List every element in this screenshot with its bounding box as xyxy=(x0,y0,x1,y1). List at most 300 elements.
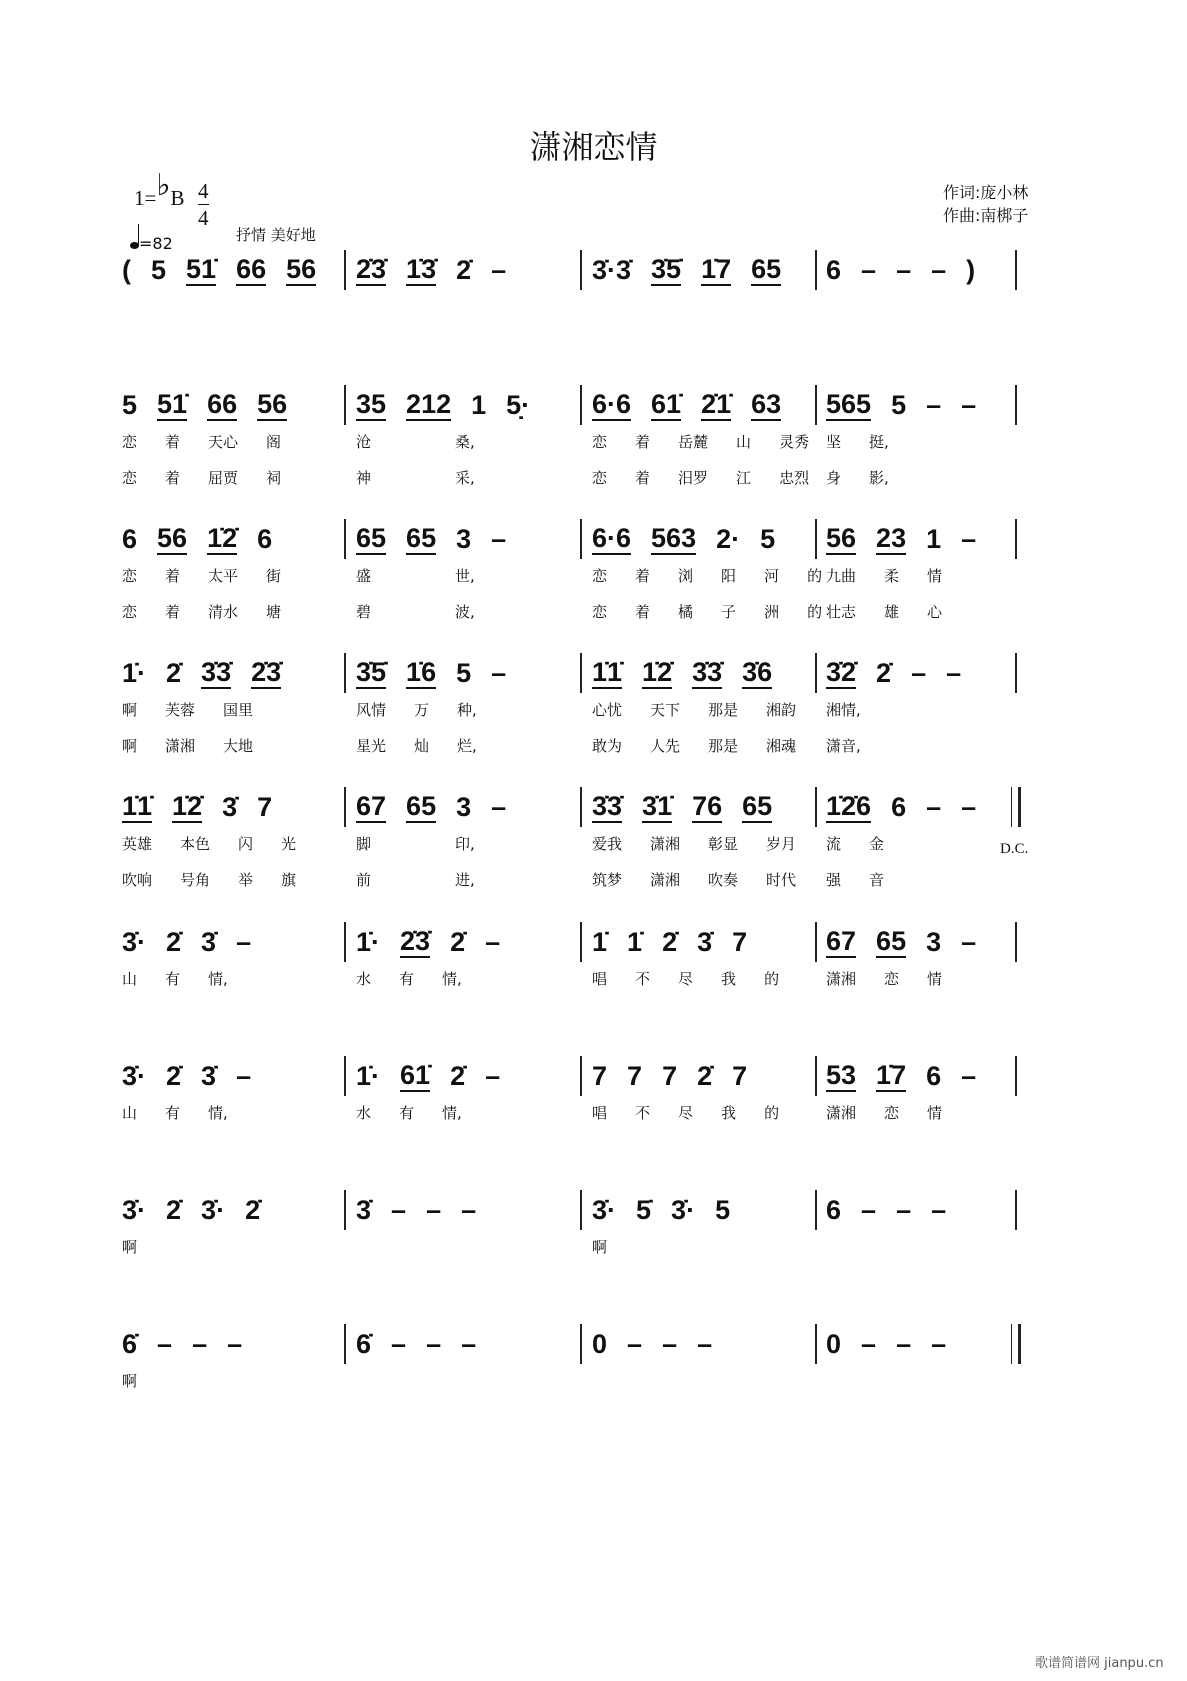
note-group: – xyxy=(461,1329,477,1359)
note-group: 7 xyxy=(732,1061,748,1091)
barline xyxy=(1015,1056,1017,1096)
lyric-word: 世, xyxy=(455,567,475,585)
note-group: – xyxy=(491,658,507,688)
lyric-word: 天心 xyxy=(208,433,239,451)
lyrics-line-2 xyxy=(356,467,581,487)
lyric-word: 金 xyxy=(869,835,885,853)
lyrics-line-1 xyxy=(356,968,581,988)
lyric-word: 街 xyxy=(266,567,282,585)
notes xyxy=(122,653,342,689)
lyrics-line-1 xyxy=(826,431,1016,451)
barline xyxy=(344,519,346,559)
lyric-word: 坚 xyxy=(826,433,842,451)
lyric-word: 挺, xyxy=(869,433,889,451)
lyric-word: 阁 xyxy=(266,433,282,451)
note-group: 6 xyxy=(926,1061,942,1091)
lyrics-line-1 xyxy=(122,1236,342,1256)
note-group: 3̇5̇ xyxy=(651,254,682,284)
note-group: 7 xyxy=(592,1061,608,1091)
lyric-word: 英雄 xyxy=(122,835,153,853)
note-group: – xyxy=(896,255,912,285)
notes xyxy=(122,1056,342,1092)
note-group: 65 xyxy=(406,523,437,553)
lyric-word: 的 xyxy=(764,1104,780,1122)
lyric-word: 我 xyxy=(721,1104,737,1122)
barline xyxy=(344,385,346,425)
note-group: 65 xyxy=(742,791,773,821)
lyric-word: 号角 xyxy=(180,871,211,889)
note-group: – xyxy=(926,390,942,420)
note-group: 1̇ xyxy=(592,927,608,957)
measure xyxy=(122,1056,342,1166)
note-group: 3 xyxy=(456,792,472,822)
barline xyxy=(580,385,582,425)
lyric-word: 情, xyxy=(208,1104,228,1122)
lyric-word: 恋 xyxy=(122,603,138,621)
note-group: – xyxy=(946,658,962,688)
lyric-word: 阳 xyxy=(721,567,737,585)
note-group: 5̇ xyxy=(636,1195,652,1225)
lyrics-line-2 xyxy=(592,332,817,352)
note-group: 6 xyxy=(122,524,138,554)
lyric-word: 大地 xyxy=(223,737,254,755)
note-group: – xyxy=(662,1329,678,1359)
ts-top: 4 xyxy=(198,179,209,203)
note-group: 1̇· xyxy=(122,658,147,688)
note-group: – xyxy=(931,1195,947,1225)
note-group: – xyxy=(961,1061,977,1091)
notes xyxy=(592,787,817,823)
lyric-word: 不 xyxy=(635,970,651,988)
note-group: – xyxy=(426,1329,442,1359)
barline xyxy=(815,1190,817,1230)
notes xyxy=(356,519,581,555)
note-group: – xyxy=(861,1195,877,1225)
lyric-word: 塘 xyxy=(266,603,282,621)
lyric-word: 浏 xyxy=(678,567,694,585)
flat-icon: ♭ xyxy=(156,169,171,202)
barline xyxy=(1015,250,1017,290)
lyric-word: 国里 xyxy=(223,701,254,719)
barline xyxy=(344,1324,346,1364)
notes xyxy=(826,250,1016,286)
notes xyxy=(356,653,581,689)
lyric-word: 情 xyxy=(927,1104,943,1122)
lyric-word: 着 xyxy=(635,433,651,451)
note-group: – xyxy=(697,1329,713,1359)
notes xyxy=(592,519,817,555)
lyrics-line-1 xyxy=(122,1102,342,1122)
note-group: 1̇1̇ xyxy=(592,657,623,687)
notes xyxy=(826,519,1016,555)
lyric-word: 进, xyxy=(455,871,475,889)
tempo-value: =82 xyxy=(139,234,173,253)
lyric-word: 的 xyxy=(764,970,780,988)
notes xyxy=(356,1056,581,1092)
measure xyxy=(356,385,581,495)
note-group: 6 xyxy=(257,524,273,554)
measure xyxy=(826,653,1016,763)
note-group: 56 xyxy=(286,254,317,284)
lyric-word: 着 xyxy=(165,603,181,621)
notes xyxy=(826,1190,1016,1226)
lyric-word: 心忧 xyxy=(592,701,623,719)
lyric-word: 情, xyxy=(442,1104,462,1122)
note-group: 2̇ xyxy=(450,1061,466,1091)
lyric-word: 恋 xyxy=(592,469,608,487)
lyric-word: 有 xyxy=(165,970,181,988)
lyrics-line-1 xyxy=(826,1236,1016,1256)
lyric-word: 忠烈 xyxy=(779,469,810,487)
note-group: 65 xyxy=(356,523,387,553)
note-group: 1̇7 xyxy=(701,254,732,284)
lyric-word: 光 xyxy=(281,835,297,853)
note-group: 6 xyxy=(826,255,842,285)
lyrics-line-2 xyxy=(122,332,342,352)
barline xyxy=(815,787,817,827)
lyrics-line-1 xyxy=(826,699,1016,719)
note-group: 1 xyxy=(926,524,942,554)
lyric-word: 不 xyxy=(635,1104,651,1122)
lyric-word: 啊 xyxy=(122,1238,138,1256)
lyric-word: 湘情, xyxy=(826,701,861,719)
notes xyxy=(122,250,342,286)
lyrics-line-1 xyxy=(122,968,342,988)
notes xyxy=(592,1190,817,1226)
notes xyxy=(122,1324,342,1360)
lyrics-line-1 xyxy=(122,296,342,316)
lyrics-line-2 xyxy=(592,869,817,889)
note-group: – xyxy=(391,1329,407,1359)
note-group: 3̇ xyxy=(201,1061,217,1091)
note-group: – xyxy=(961,390,977,420)
lyric-word: 屈贾 xyxy=(208,469,239,487)
lyrics-line-1 xyxy=(122,1370,342,1390)
note-group: – xyxy=(236,927,252,957)
lyrics-line-2 xyxy=(356,735,581,755)
note-group: 3̇3̇ xyxy=(692,657,723,687)
double-barline xyxy=(1011,787,1021,827)
ts-bottom: 4 xyxy=(198,206,209,230)
lyrics-line-1 xyxy=(356,431,581,451)
lyrics-line-2 xyxy=(826,332,1016,352)
note-group: 5 xyxy=(456,658,472,688)
barline xyxy=(344,250,346,290)
lyric-word: 啊 xyxy=(122,1372,138,1390)
barline xyxy=(815,922,817,962)
lyrics-line-1 xyxy=(122,833,342,853)
score-row xyxy=(0,653,1187,773)
note-group: 1̇2̇6 xyxy=(826,791,872,821)
expression-mark: 抒情 美好地 xyxy=(236,226,316,244)
lyric-word: 潇湘 xyxy=(650,871,681,889)
note-group: 6̇ xyxy=(122,1329,138,1359)
note-group: 3 xyxy=(926,927,942,957)
time-signature xyxy=(198,178,209,231)
note-group: 7 xyxy=(627,1061,643,1091)
lyric-word: 着 xyxy=(635,469,651,487)
note-group: – xyxy=(491,524,507,554)
note-group: – xyxy=(931,255,947,285)
lyrics-line-1 xyxy=(592,1102,817,1122)
lyric-word: 音 xyxy=(869,871,885,889)
note-group: – xyxy=(911,658,927,688)
lyric-word: 汨罗 xyxy=(678,469,709,487)
lyrics-line-1 xyxy=(592,1236,817,1256)
barline xyxy=(815,1056,817,1096)
lyrics-line-1 xyxy=(356,1102,581,1122)
measure xyxy=(122,250,342,360)
lyrics-line-2 xyxy=(826,1406,1016,1426)
note-group: 65 xyxy=(751,254,782,284)
lyrics-line-2 xyxy=(122,467,342,487)
lyric-word: 万 xyxy=(414,701,430,719)
note-group: – xyxy=(861,1329,877,1359)
lyrics-line-1 xyxy=(122,565,342,585)
measure xyxy=(592,1324,817,1434)
notes xyxy=(122,922,342,958)
lyrics-line-2 xyxy=(592,1004,817,1024)
measure xyxy=(122,385,342,495)
lyric-word: 情 xyxy=(927,970,943,988)
note-group: 3̇2̇ xyxy=(826,657,857,687)
notes xyxy=(122,1190,342,1226)
note-group: 66 xyxy=(207,389,238,419)
note-group: – xyxy=(491,792,507,822)
note-group: 3̇· xyxy=(201,1195,226,1225)
lyric-word: 恋 xyxy=(122,469,138,487)
notes xyxy=(122,519,342,555)
note-group: 7 xyxy=(257,792,273,822)
barline xyxy=(580,1056,582,1096)
notes xyxy=(592,1056,817,1092)
lyric-word: 恋 xyxy=(122,567,138,585)
notes xyxy=(592,250,817,286)
note-group: 563 xyxy=(651,523,697,553)
lyrics-line-2 xyxy=(122,1406,342,1426)
lyric-word: 灿 xyxy=(414,737,430,755)
note-group: 3̇· xyxy=(122,1061,147,1091)
lyric-word: 唱 xyxy=(592,1104,608,1122)
lyrics-line-1 xyxy=(122,699,342,719)
lyric-word: 岁月 xyxy=(766,835,797,853)
key-signature xyxy=(134,169,185,213)
note-group: 1̇3̇ xyxy=(406,254,437,284)
barline xyxy=(1015,653,1017,693)
lyric-word: 洲 xyxy=(764,603,780,621)
lyric-word: 旗 xyxy=(281,871,297,889)
notes xyxy=(826,922,1016,958)
lyric-word: 有 xyxy=(399,1104,415,1122)
lyric-word: 子 xyxy=(721,603,737,621)
lyric-word: 恋 xyxy=(884,970,900,988)
lyric-word: 筑梦 xyxy=(592,871,623,889)
lyric-word: 碧 xyxy=(356,603,372,621)
lyric-word: 闪 xyxy=(238,835,254,853)
lyric-word: 太平 xyxy=(208,567,239,585)
lyric-word: 清水 xyxy=(208,603,239,621)
notes xyxy=(592,922,817,958)
lyrics-line-1 xyxy=(826,296,1016,316)
note-group: 1 xyxy=(471,390,487,420)
note-group: 5 xyxy=(891,390,907,420)
measure xyxy=(592,1056,817,1166)
lyrics-line-2 xyxy=(122,1004,342,1024)
note-group: 3̇6 xyxy=(742,657,773,687)
note-group: – xyxy=(961,927,977,957)
note-group: – xyxy=(931,1329,947,1359)
note-group: 67 xyxy=(356,791,387,821)
lyric-word: 山 xyxy=(122,1104,138,1122)
notes xyxy=(356,1324,581,1360)
note-group: 0 xyxy=(826,1329,842,1359)
note-group: 1̇7 xyxy=(876,1060,907,1090)
lyrics-line-1 xyxy=(356,1370,581,1390)
note-group: 3̇ xyxy=(201,927,217,957)
note-group: – xyxy=(491,255,507,285)
lyric-word: 着 xyxy=(165,567,181,585)
note-group: 2̇ xyxy=(166,658,182,688)
measure xyxy=(356,1056,581,1166)
barline xyxy=(580,787,582,827)
note-group: 56 xyxy=(826,523,857,553)
measure xyxy=(826,1190,1016,1300)
measure xyxy=(592,519,823,629)
note-group: 2̇ xyxy=(697,1061,713,1091)
note-group: 3̇ xyxy=(697,927,713,957)
note-group: 3̇ xyxy=(222,792,238,822)
note-group: 5̣· xyxy=(506,390,531,420)
lyrics-line-2 xyxy=(122,1138,342,1158)
note-group: – xyxy=(391,1195,407,1225)
note-group: 61̇ xyxy=(651,389,682,419)
notes xyxy=(356,1190,581,1226)
note-group: 2̇ xyxy=(662,927,678,957)
lyric-word: 爱我 xyxy=(592,835,623,853)
lyrics-line-1 xyxy=(592,565,823,585)
lyric-word: 影, xyxy=(869,469,889,487)
lyrics-line-2 xyxy=(826,735,1016,755)
measure xyxy=(356,922,581,1032)
lyric-word: 吹响 xyxy=(122,871,153,889)
lyric-word: 采, xyxy=(455,469,475,487)
lyric-word: 人先 xyxy=(650,737,681,755)
note-group: 2̇ xyxy=(876,658,892,688)
score-row xyxy=(0,1190,1187,1310)
lyric-word: 有 xyxy=(165,1104,181,1122)
lyricist: 作词:庞小林 xyxy=(943,183,1029,202)
barline xyxy=(580,519,582,559)
lyric-word: 星光 xyxy=(356,737,387,755)
note-group: 2̇3̇ xyxy=(356,254,387,284)
notes xyxy=(356,385,581,421)
measure xyxy=(826,922,1016,1032)
note-group: ( xyxy=(122,255,131,285)
measure xyxy=(592,1190,817,1300)
lyrics-line-1 xyxy=(826,833,1016,853)
note-group: ) xyxy=(966,255,976,285)
score-row xyxy=(0,787,1187,907)
measure xyxy=(356,519,581,629)
quarter-note-icon xyxy=(130,242,139,249)
note-group: 3̇· xyxy=(592,1195,617,1225)
note-group: 67 xyxy=(826,926,857,956)
lyric-word: 潇音, xyxy=(826,737,861,755)
note-group: 2̇ xyxy=(456,255,472,285)
song-title: 潇湘恋情 xyxy=(529,128,658,166)
lyric-word: 的 xyxy=(807,603,823,621)
lyrics-line-2 xyxy=(356,1406,581,1426)
note-group: 1̇2̇ xyxy=(642,657,673,687)
note-group: 51̇ xyxy=(157,389,188,419)
note-group: 3̇· xyxy=(671,1195,696,1225)
barline xyxy=(1015,385,1017,425)
lyrics-line-2 xyxy=(826,601,1016,621)
note-group: – xyxy=(236,1061,252,1091)
note-group: 1̇· xyxy=(356,1061,381,1091)
lyrics-line-1 xyxy=(356,296,581,316)
score-row xyxy=(0,1056,1187,1176)
score-row xyxy=(0,385,1187,505)
lyrics-line-2 xyxy=(122,869,342,889)
lyric-word: 风情 xyxy=(356,701,387,719)
note-group: 2̇1̇ xyxy=(701,389,732,419)
notes xyxy=(592,653,817,689)
lyric-word: 着 xyxy=(635,603,651,621)
lyric-word: 尽 xyxy=(678,970,694,988)
lyric-word: 岳麓 xyxy=(678,433,709,451)
note-group: 1̇· xyxy=(356,927,381,957)
notes xyxy=(592,385,817,421)
note-group: – xyxy=(926,792,942,822)
measure xyxy=(592,653,817,763)
note-group: 56 xyxy=(257,389,288,419)
measure xyxy=(592,787,817,897)
lyrics-line-2 xyxy=(122,735,342,755)
measure xyxy=(826,385,1016,495)
lyric-word: 桑, xyxy=(455,433,475,451)
note-group: 2̇3̇ xyxy=(251,657,282,687)
lyric-word: 情 xyxy=(927,567,943,585)
lyric-word: 恋 xyxy=(884,1104,900,1122)
lyric-word: 九曲 xyxy=(826,567,857,585)
lyric-word: 山 xyxy=(122,970,138,988)
lyrics-line-2 xyxy=(122,1272,342,1292)
lyric-word: 恋 xyxy=(592,433,608,451)
lyric-word: 唱 xyxy=(592,970,608,988)
barline xyxy=(580,922,582,962)
lyrics-line-2 xyxy=(826,467,1016,487)
lyric-word: 啊 xyxy=(122,701,138,719)
key-note: B xyxy=(170,186,185,210)
notes xyxy=(826,653,1016,689)
note-group: 2· xyxy=(716,524,741,554)
lyric-word: 灵秀 xyxy=(779,433,810,451)
lyric-word: 山 xyxy=(736,433,752,451)
barline xyxy=(815,519,817,559)
key-prefix: 1= xyxy=(134,186,157,210)
lyrics-line-2 xyxy=(826,869,1016,889)
note-group: – xyxy=(192,1329,208,1359)
lyric-word: 江 xyxy=(736,469,752,487)
barline xyxy=(1015,1190,1017,1230)
lyric-word: 水 xyxy=(356,1104,372,1122)
notes xyxy=(356,250,581,286)
notes xyxy=(122,787,342,823)
lyrics-line-1 xyxy=(826,1102,1016,1122)
lyric-word: 着 xyxy=(165,433,181,451)
measure xyxy=(356,250,581,360)
